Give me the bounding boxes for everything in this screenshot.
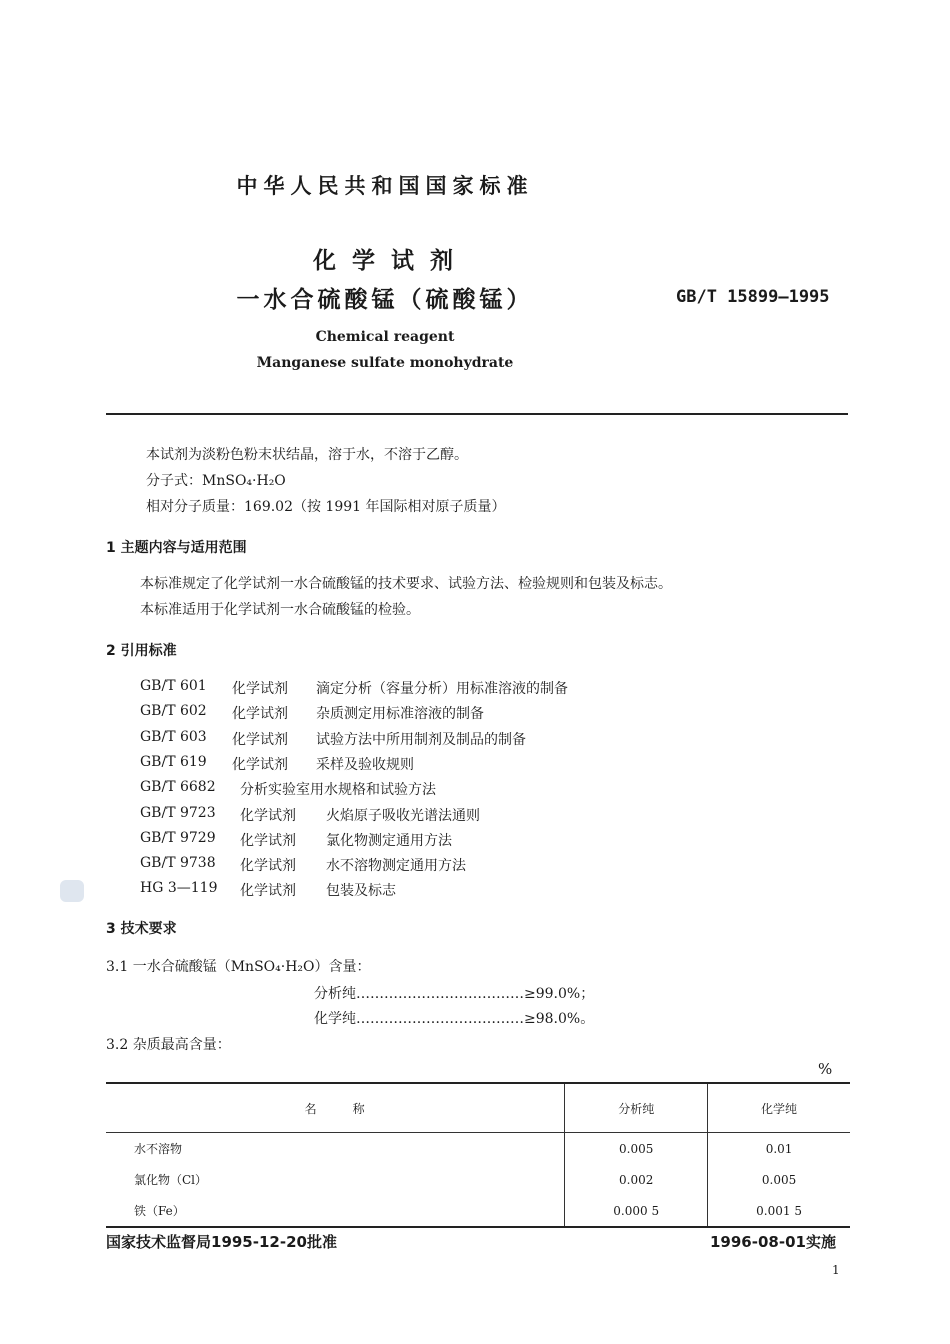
table-row (106, 1195, 850, 1227)
table-header-row (106, 1083, 850, 1133)
cell-name: 铁（Fe） (106, 1195, 565, 1227)
cell-analytical: 0.002 (565, 1164, 708, 1195)
header-rule (106, 413, 848, 415)
cell-name: 氯化物（Cl） (134, 1173, 208, 1187)
intro-line-2: 分子式：MnSO₄·H₂O (146, 473, 286, 489)
cell-analytical: 0.005 (565, 1133, 708, 1165)
reference-code: GB/T 601 (140, 678, 207, 694)
spec-3-1-chemical: 化学纯………………………………≥98.0%。 (314, 1011, 595, 1027)
intro-line-3: 相对分子质量：169.02（按 1991 年国际相对原子质量） (146, 499, 506, 515)
page-edge-mark (60, 880, 84, 902)
standard-number: GB/T 15899—1995 (676, 287, 830, 307)
reference-title: 火焰原子吸收光谱法通则 (326, 808, 480, 824)
national-standard-heading: 中华人民共和国国家标准 (236, 174, 534, 198)
reference-title: 包装及标志 (326, 883, 396, 899)
spec-3-2: 3.2 杂质最高含量： (106, 1037, 231, 1053)
reference-category: 化学试剂 (240, 833, 296, 849)
reference-code: GB/T 9723 (140, 805, 216, 821)
effective-date: 1996-08-01实施 (710, 1233, 836, 1251)
english-title-1: Chemical reagent (315, 329, 455, 345)
reference-category: 分析实验室用水规格和试验方法 (240, 782, 436, 798)
english-title-2: Manganese sulfate monohydrate (256, 355, 514, 371)
reference-title: 滴定分析（容量分析）用标准溶液的制备 (316, 681, 568, 697)
cell-chemical: 0.01 (708, 1133, 850, 1165)
reference-title: 杂质测定用标准溶液的制备 (316, 706, 484, 722)
reference-code: GB/T 602 (140, 703, 207, 719)
cell-analytical: 0.000 5 (565, 1195, 708, 1227)
section-1-para-1: 本标准规定了化学试剂一水合硫酸锰的技术要求、试验方法、检验规则和包装及标志。 (140, 576, 672, 592)
header-name: 名 称 (106, 1083, 565, 1133)
table-row (106, 1133, 850, 1165)
reference-code: GB/T 9729 (140, 830, 216, 846)
issue-date: 国家技术监督局1995-12-20批准 (106, 1233, 337, 1251)
header-chemical: 化学纯 (708, 1083, 850, 1133)
reference-code: GB/T 619 (140, 754, 207, 770)
cell-name: 水不溶物 (134, 1142, 183, 1156)
reference-title: 水不溶物测定通用方法 (326, 858, 466, 874)
reference-title: 试验方法中所用制剂及制品的制备 (316, 732, 526, 748)
reference-code: HG 3—119 (140, 880, 218, 896)
spec-3-1: 3.1 一水合硫酸锰（MnSO₄·H₂O）含量： (106, 959, 371, 975)
title-line-2: 一水合硫酸锰（硫酸锰） (236, 287, 534, 313)
cell-chemical: 0.001 5 (708, 1195, 850, 1227)
reference-category: 化学试剂 (232, 706, 288, 722)
section-1-title: 1 主题内容与适用范围 (106, 540, 247, 556)
reference-category: 化学试剂 (240, 858, 296, 874)
header-analytical: 分析纯 (565, 1083, 708, 1133)
section-2-title: 2 引用标准 (106, 643, 177, 659)
reference-category: 化学试剂 (240, 808, 296, 824)
table-row (106, 1164, 850, 1195)
intro-line-1: 本试剂为淡粉色粉末状结晶，溶于水，不溶于乙醇。 (146, 447, 468, 463)
reference-category: 化学试剂 (232, 757, 288, 773)
reference-title: 采样及验收规则 (316, 757, 414, 773)
reference-code: GB/T 9738 (140, 855, 216, 871)
section-1-para-2: 本标准适用于化学试剂一水合硫酸锰的检验。 (140, 602, 420, 618)
reference-category: 化学试剂 (232, 681, 288, 697)
reference-title: 氯化物测定通用方法 (326, 833, 452, 849)
reference-category: 化学试剂 (232, 732, 288, 748)
table-unit: % (818, 1060, 833, 1078)
spec-3-1-analytical: 分析纯………………………………≥99.0%； (314, 986, 595, 1002)
reference-category: 化学试剂 (240, 883, 296, 899)
reference-code: GB/T 603 (140, 729, 207, 745)
impurity-table (106, 1082, 850, 1228)
cell-chemical: 0.005 (708, 1164, 850, 1195)
reference-code: GB/T 6682 (140, 779, 216, 795)
page-number: 1 (832, 1263, 840, 1277)
section-3-title: 3 技术要求 (106, 921, 177, 937)
title-line-1: 化 学 试 剂 (312, 248, 458, 274)
